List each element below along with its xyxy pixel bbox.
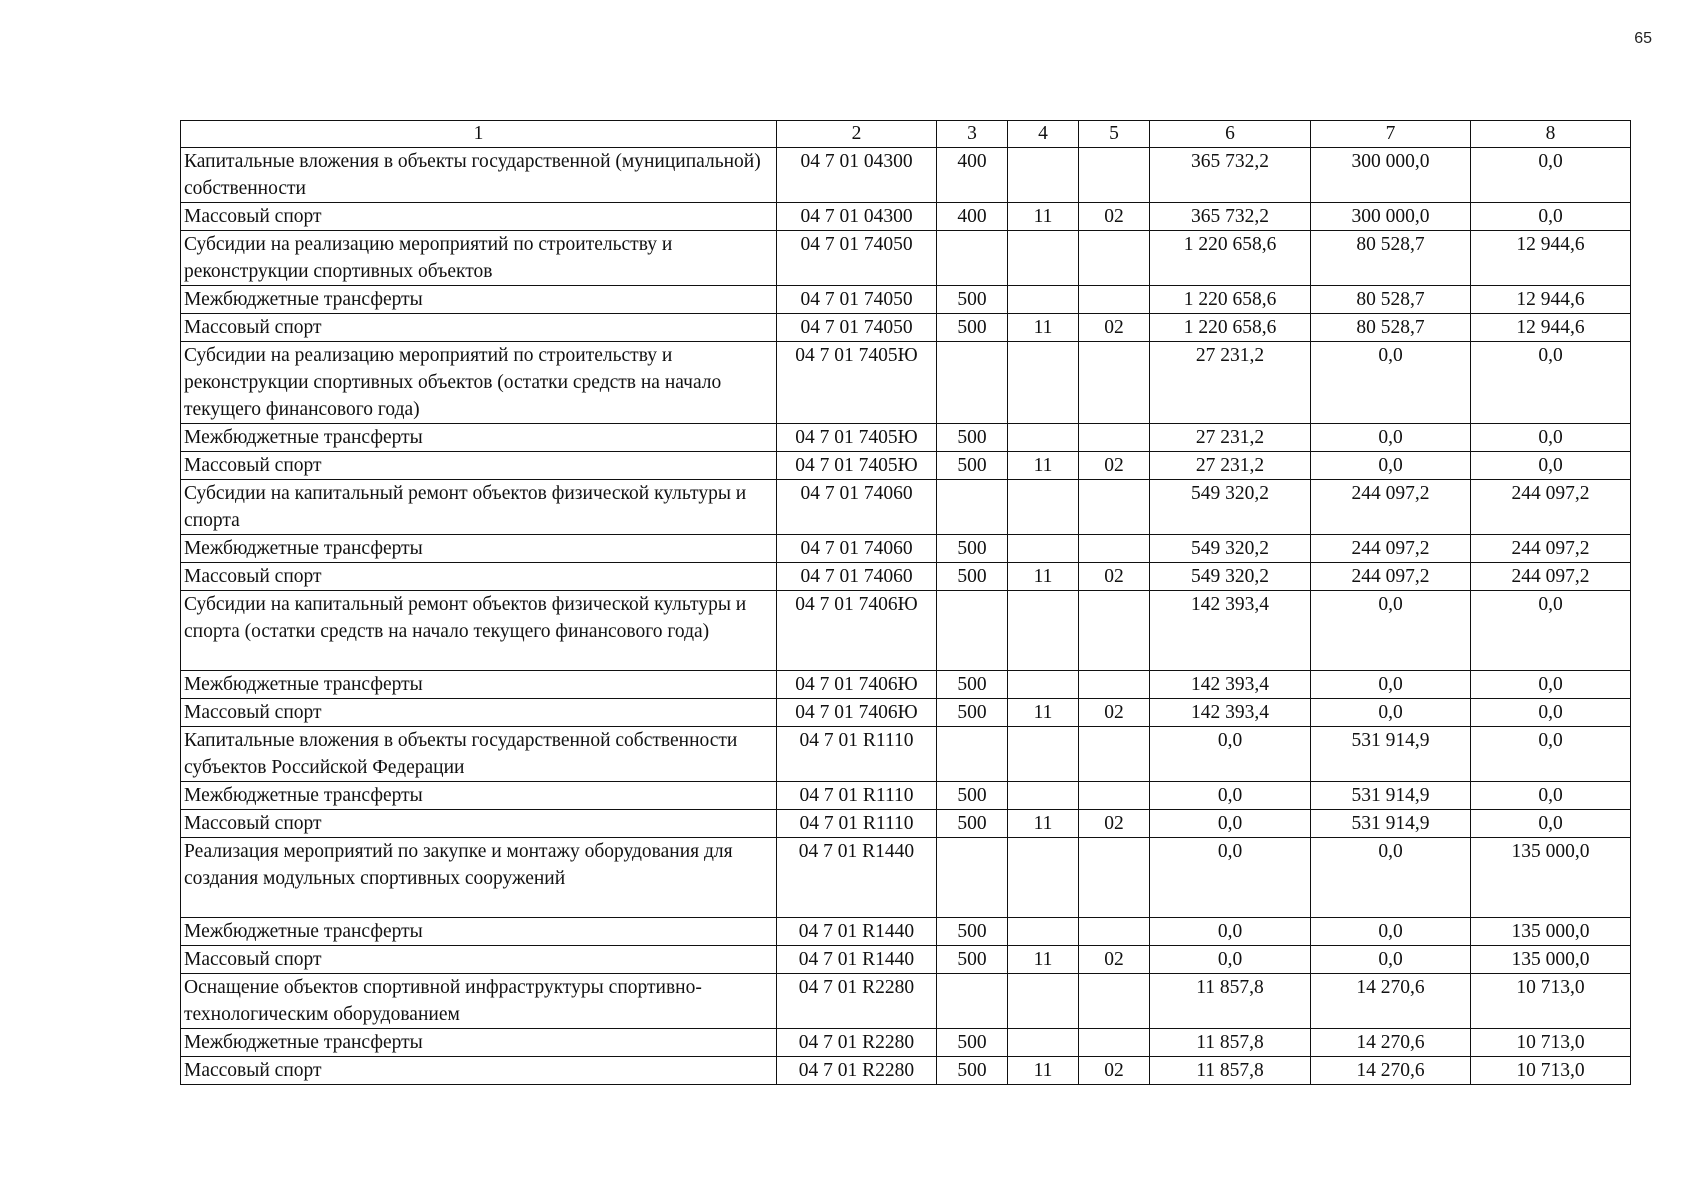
expense-type-cell: 500 (937, 286, 1008, 314)
amount-col6-cell: 365 732,2 (1150, 203, 1311, 231)
amount-col6-cell: 0,0 (1150, 838, 1311, 918)
table-row (181, 1057, 1631, 1085)
target-code-cell: 04 7 01 74050 (777, 231, 937, 286)
amount-col8-cell: 0,0 (1471, 424, 1631, 452)
amount-col6-cell: 142 393,4 (1150, 671, 1311, 699)
amount-col8-cell: 0,0 (1471, 782, 1631, 810)
expense-type-cell: 500 (937, 810, 1008, 838)
subsection-cell: 02 (1079, 563, 1150, 591)
target-code-cell: 04 7 01 74060 (777, 480, 937, 535)
amount-col7-cell: 300 000,0 (1311, 203, 1471, 231)
amount-col8-cell: 12 944,6 (1471, 286, 1631, 314)
target-code-cell: 04 7 01 7405Ю (777, 342, 937, 424)
subsection-cell (1079, 1029, 1150, 1057)
section-cell (1008, 424, 1079, 452)
item-name-cell: Массовый спорт (181, 946, 777, 974)
section-cell (1008, 535, 1079, 563)
amount-col6-cell: 1 220 658,6 (1150, 314, 1311, 342)
amount-col8-cell: 0,0 (1471, 203, 1631, 231)
item-name-cell: Капитальные вложения в объекты государственной собственности субъектов Российской Федерации (181, 727, 777, 782)
subsection-cell (1079, 231, 1150, 286)
item-name-cell: Межбюджетные трансферты (181, 1029, 777, 1057)
subsection-cell (1079, 148, 1150, 203)
section-cell (1008, 480, 1079, 535)
table-row (181, 424, 1631, 452)
subsection-cell (1079, 782, 1150, 810)
section-cell: 11 (1008, 314, 1079, 342)
expense-type-cell: 500 (937, 1057, 1008, 1085)
amount-col7-cell: 0,0 (1311, 591, 1471, 671)
table-row (181, 810, 1631, 838)
expense-type-cell (937, 838, 1008, 918)
target-code-cell: 04 7 01 04300 (777, 148, 937, 203)
subsection-cell (1079, 918, 1150, 946)
target-code-cell: 04 7 01 R1110 (777, 810, 937, 838)
page-number: 65 (1634, 30, 1652, 47)
expense-type-cell: 500 (937, 782, 1008, 810)
amount-col7-cell: 244 097,2 (1311, 480, 1471, 535)
table-row (181, 314, 1631, 342)
amount-col6-cell: 27 231,2 (1150, 342, 1311, 424)
header-cell: 1 (181, 121, 777, 148)
amount-col7-cell: 0,0 (1311, 342, 1471, 424)
table-row (181, 535, 1631, 563)
amount-col6-cell: 27 231,2 (1150, 424, 1311, 452)
amount-col8-cell: 244 097,2 (1471, 535, 1631, 563)
amount-col8-cell: 10 713,0 (1471, 974, 1631, 1029)
table-row (181, 671, 1631, 699)
amount-col8-cell: 0,0 (1471, 810, 1631, 838)
item-name-cell: Массовый спорт (181, 563, 777, 591)
header-cell: 3 (937, 121, 1008, 148)
section-cell (1008, 342, 1079, 424)
subsection-cell (1079, 838, 1150, 918)
amount-col8-cell: 244 097,2 (1471, 563, 1631, 591)
table-row (181, 286, 1631, 314)
item-name-cell: Массовый спорт (181, 314, 777, 342)
item-name-cell: Межбюджетные трансферты (181, 535, 777, 563)
table-row (181, 974, 1631, 1029)
target-code-cell: 04 7 01 R1440 (777, 918, 937, 946)
amount-col8-cell: 244 097,2 (1471, 480, 1631, 535)
subsection-cell (1079, 727, 1150, 782)
item-name-cell: Массовый спорт (181, 699, 777, 727)
header-cell: 6 (1150, 121, 1311, 148)
target-code-cell: 04 7 01 R2280 (777, 974, 937, 1029)
target-code-cell: 04 7 01 7405Ю (777, 424, 937, 452)
amount-col8-cell: 0,0 (1471, 699, 1631, 727)
target-code-cell: 04 7 01 R1440 (777, 946, 937, 974)
item-name-cell: Субсидии на реализацию мероприятий по строительству и реконструкции спортивных объектов (181, 231, 777, 286)
amount-col6-cell: 549 320,2 (1150, 535, 1311, 563)
target-code-cell: 04 7 01 74060 (777, 535, 937, 563)
amount-col8-cell: 0,0 (1471, 671, 1631, 699)
table-row (181, 838, 1631, 918)
subsection-cell (1079, 591, 1150, 671)
expense-type-cell: 500 (937, 424, 1008, 452)
expense-type-cell (937, 974, 1008, 1029)
item-name-cell: Субсидии на капитальный ремонт объектов физической культуры и спорта (181, 480, 777, 535)
subsection-cell (1079, 671, 1150, 699)
header-cell: 8 (1471, 121, 1631, 148)
item-name-cell: Межбюджетные трансферты (181, 286, 777, 314)
section-cell: 11 (1008, 203, 1079, 231)
expense-type-cell: 400 (937, 148, 1008, 203)
expense-type-cell: 500 (937, 314, 1008, 342)
amount-col7-cell: 0,0 (1311, 838, 1471, 918)
section-cell: 11 (1008, 1057, 1079, 1085)
amount-col7-cell: 14 270,6 (1311, 1029, 1471, 1057)
amount-col7-cell: 300 000,0 (1311, 148, 1471, 203)
amount-col8-cell: 0,0 (1471, 148, 1631, 203)
target-code-cell: 04 7 01 7406Ю (777, 671, 937, 699)
table-row (181, 563, 1631, 591)
table-row (181, 203, 1631, 231)
expense-type-cell (937, 480, 1008, 535)
subsection-cell: 02 (1079, 314, 1150, 342)
subsection-cell (1079, 974, 1150, 1029)
amount-col7-cell: 531 914,9 (1311, 782, 1471, 810)
subsection-cell (1079, 480, 1150, 535)
amount-col8-cell: 0,0 (1471, 342, 1631, 424)
section-cell (1008, 838, 1079, 918)
target-code-cell: 04 7 01 R1110 (777, 727, 937, 782)
amount-col8-cell: 0,0 (1471, 727, 1631, 782)
amount-col8-cell: 0,0 (1471, 591, 1631, 671)
budget-table (180, 120, 1631, 1085)
item-name-cell: Субсидии на капитальный ремонт объектов физической культуры и спорта (остатки средств на начало текущего финансового года) (181, 591, 777, 671)
amount-col6-cell: 0,0 (1150, 946, 1311, 974)
table-row (181, 148, 1631, 203)
amount-col6-cell: 549 320,2 (1150, 563, 1311, 591)
amount-col6-cell: 142 393,4 (1150, 699, 1311, 727)
table-row (181, 782, 1631, 810)
amount-col7-cell: 14 270,6 (1311, 1057, 1471, 1085)
target-code-cell: 04 7 01 R2280 (777, 1057, 937, 1085)
target-code-cell: 04 7 01 74060 (777, 563, 937, 591)
expense-type-cell: 500 (937, 563, 1008, 591)
expense-type-cell (937, 231, 1008, 286)
amount-col7-cell: 244 097,2 (1311, 563, 1471, 591)
subsection-cell (1079, 424, 1150, 452)
amount-col6-cell: 11 857,8 (1150, 974, 1311, 1029)
item-name-cell: Субсидии на реализацию мероприятий по строительству и реконструкции спортивных объектов (остатки средств на начало текущего финансового года) (181, 342, 777, 424)
table-row (181, 480, 1631, 535)
item-name-cell: Реализация мероприятий по закупке и монтажу оборудования для создания модульных спортивных сооружений (181, 838, 777, 918)
header-cell: 7 (1311, 121, 1471, 148)
amount-col7-cell: 531 914,9 (1311, 810, 1471, 838)
amount-col7-cell: 0,0 (1311, 671, 1471, 699)
target-code-cell: 04 7 01 R1110 (777, 782, 937, 810)
expense-type-cell: 500 (937, 946, 1008, 974)
amount-col8-cell: 135 000,0 (1471, 918, 1631, 946)
target-code-cell: 04 7 01 74050 (777, 314, 937, 342)
item-name-cell: Массовый спорт (181, 1057, 777, 1085)
expense-type-cell: 500 (937, 918, 1008, 946)
expense-type-cell: 500 (937, 699, 1008, 727)
section-cell (1008, 286, 1079, 314)
amount-col6-cell: 1 220 658,6 (1150, 231, 1311, 286)
expense-type-cell (937, 727, 1008, 782)
amount-col7-cell: 0,0 (1311, 424, 1471, 452)
subsection-cell: 02 (1079, 203, 1150, 231)
header-cell: 5 (1079, 121, 1150, 148)
amount-col7-cell: 0,0 (1311, 946, 1471, 974)
table-row (181, 1029, 1631, 1057)
section-cell (1008, 591, 1079, 671)
target-code-cell: 04 7 01 R1440 (777, 838, 937, 918)
section-cell: 11 (1008, 699, 1079, 727)
amount-col6-cell: 549 320,2 (1150, 480, 1311, 535)
section-cell (1008, 782, 1079, 810)
expense-type-cell: 500 (937, 535, 1008, 563)
expense-type-cell: 500 (937, 671, 1008, 699)
target-code-cell: 04 7 01 7406Ю (777, 699, 937, 727)
subsection-cell: 02 (1079, 810, 1150, 838)
item-name-cell: Массовый спорт (181, 810, 777, 838)
header-cell: 2 (777, 121, 937, 148)
amount-col8-cell: 12 944,6 (1471, 231, 1631, 286)
item-name-cell: Межбюджетные трансферты (181, 671, 777, 699)
amount-col7-cell: 244 097,2 (1311, 535, 1471, 563)
table-row (181, 452, 1631, 480)
section-cell: 11 (1008, 810, 1079, 838)
table-row (181, 591, 1631, 671)
item-name-cell: Массовый спорт (181, 203, 777, 231)
header-cell: 4 (1008, 121, 1079, 148)
target-code-cell: 04 7 01 74050 (777, 286, 937, 314)
subsection-cell: 02 (1079, 946, 1150, 974)
amount-col6-cell: 11 857,8 (1150, 1057, 1311, 1085)
subsection-cell: 02 (1079, 699, 1150, 727)
item-name-cell: Оснащение объектов спортивной инфраструктуры спортивно-технологическим оборудованием (181, 974, 777, 1029)
target-code-cell: 04 7 01 7405Ю (777, 452, 937, 480)
section-cell: 11 (1008, 563, 1079, 591)
amount-col7-cell: 80 528,7 (1311, 231, 1471, 286)
amount-col8-cell: 135 000,0 (1471, 946, 1631, 974)
amount-col6-cell: 142 393,4 (1150, 591, 1311, 671)
amount-col7-cell: 531 914,9 (1311, 727, 1471, 782)
amount-col7-cell: 80 528,7 (1311, 286, 1471, 314)
subsection-cell: 02 (1079, 1057, 1150, 1085)
amount-col8-cell: 0,0 (1471, 452, 1631, 480)
header-row (181, 121, 1631, 148)
amount-col8-cell: 12 944,6 (1471, 314, 1631, 342)
target-code-cell: 04 7 01 R2280 (777, 1029, 937, 1057)
amount-col8-cell: 135 000,0 (1471, 838, 1631, 918)
expense-type-cell: 500 (937, 452, 1008, 480)
amount-col6-cell: 365 732,2 (1150, 148, 1311, 203)
table-row (181, 727, 1631, 782)
amount-col8-cell: 10 713,0 (1471, 1029, 1631, 1057)
expense-type-cell (937, 342, 1008, 424)
subsection-cell (1079, 342, 1150, 424)
section-cell (1008, 1029, 1079, 1057)
section-cell (1008, 671, 1079, 699)
section-cell: 11 (1008, 946, 1079, 974)
table-row (181, 946, 1631, 974)
item-name-cell: Межбюджетные трансферты (181, 918, 777, 946)
section-cell (1008, 974, 1079, 1029)
section-cell (1008, 148, 1079, 203)
amount-col7-cell: 80 528,7 (1311, 314, 1471, 342)
amount-col6-cell: 0,0 (1150, 727, 1311, 782)
subsection-cell: 02 (1079, 452, 1150, 480)
item-name-cell: Капитальные вложения в объекты государственной (муниципальной) собственности (181, 148, 777, 203)
table-row (181, 231, 1631, 286)
amount-col6-cell: 11 857,8 (1150, 1029, 1311, 1057)
target-code-cell: 04 7 01 7406Ю (777, 591, 937, 671)
amount-col7-cell: 0,0 (1311, 452, 1471, 480)
expense-type-cell (937, 591, 1008, 671)
section-cell (1008, 918, 1079, 946)
amount-col6-cell: 0,0 (1150, 918, 1311, 946)
section-cell: 11 (1008, 452, 1079, 480)
expense-type-cell: 500 (937, 1029, 1008, 1057)
table-row (181, 699, 1631, 727)
subsection-cell (1079, 286, 1150, 314)
amount-col6-cell: 0,0 (1150, 782, 1311, 810)
amount-col7-cell: 0,0 (1311, 918, 1471, 946)
section-cell (1008, 231, 1079, 286)
item-name-cell: Межбюджетные трансферты (181, 782, 777, 810)
amount-col7-cell: 14 270,6 (1311, 974, 1471, 1029)
amount-col6-cell: 0,0 (1150, 810, 1311, 838)
expense-type-cell: 400 (937, 203, 1008, 231)
amount-col7-cell: 0,0 (1311, 699, 1471, 727)
item-name-cell: Массовый спорт (181, 452, 777, 480)
table-row (181, 342, 1631, 424)
amount-col6-cell: 1 220 658,6 (1150, 286, 1311, 314)
table-row (181, 918, 1631, 946)
target-code-cell: 04 7 01 04300 (777, 203, 937, 231)
section-cell (1008, 727, 1079, 782)
amount-col6-cell: 27 231,2 (1150, 452, 1311, 480)
item-name-cell: Межбюджетные трансферты (181, 424, 777, 452)
amount-col8-cell: 10 713,0 (1471, 1057, 1631, 1085)
subsection-cell (1079, 535, 1150, 563)
